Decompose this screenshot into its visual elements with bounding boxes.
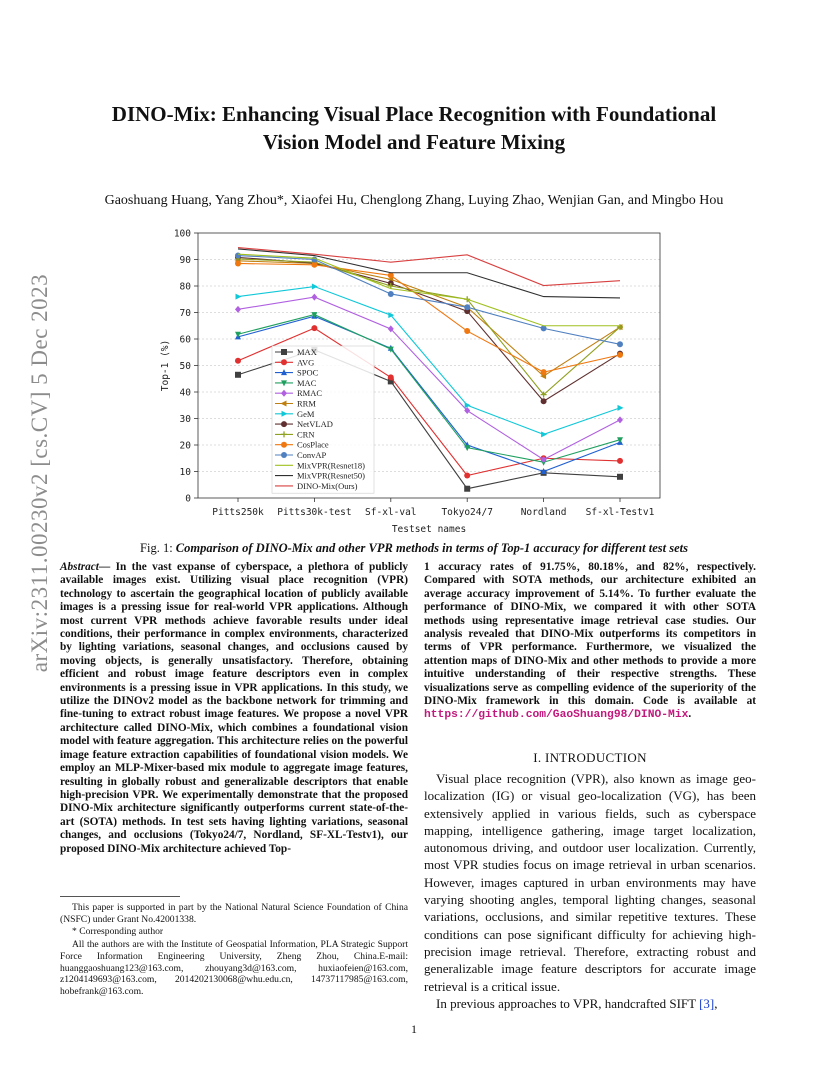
data-point [464, 304, 470, 310]
y-tick-label: 0 [185, 493, 191, 505]
footnotes [60, 902, 408, 999]
data-point [465, 402, 471, 408]
data-point [617, 341, 623, 347]
y-tick-label: 70 [179, 308, 191, 319]
chart-legend [272, 346, 374, 493]
legend-label: AVG [297, 357, 315, 368]
x-tick-label: Pitts250k [212, 507, 264, 518]
data-point [388, 312, 394, 318]
legend-label: DINO-Mix(Ours) [297, 480, 358, 491]
legend-label: SPOC [297, 367, 319, 378]
x-tick-label: Tokyo24/7 [441, 507, 493, 518]
data-point [617, 474, 623, 480]
y-tick-label: 20 [179, 440, 191, 452]
paper-title [60, 100, 768, 156]
data-point [235, 372, 241, 378]
introduction-body [424, 770, 756, 1012]
y-tick-label: 60 [179, 334, 191, 346]
series-mixvpr-resnet50- [238, 249, 620, 298]
introduction-paragraph-2 [424, 995, 756, 1012]
data-point [617, 458, 623, 464]
section-heading-introduction: I. INTRODUCTION [533, 750, 647, 765]
axes-layer [160, 229, 660, 536]
y-axis-label: Top-1 (%) [160, 339, 171, 392]
legend-label: CosPlace [297, 439, 329, 450]
legend-label: RRM [297, 398, 316, 409]
series-dino-mix-ours- [238, 248, 620, 286]
legend-label: MixVPR(Resnet18) [297, 460, 365, 471]
data-point [281, 421, 287, 427]
abstract-text-end: . [688, 708, 692, 721]
data-point [235, 253, 241, 259]
legend-label: NetVLAD [297, 419, 333, 430]
data-point [464, 486, 470, 492]
footnote-funding: This paper is supported in part by the National Natural Science Foundation of China (NSFC) under Grant No.42001338. [60, 902, 408, 925]
figure-1-chart [150, 225, 670, 540]
data-point [311, 262, 317, 268]
series-line [238, 249, 620, 298]
data-point [541, 398, 547, 404]
intro-p2-text: In previous approaches to VPR, handcrafted SIFT [436, 995, 700, 1011]
author-list: Gaoshuang Huang, Yang Zhou*, Xiaofei Hu, Chenglong Zhang, Luying Zhao, Wenjian Gan, and Mingbo Hou [104, 193, 724, 208]
data-point [464, 472, 470, 478]
x-tick-label: Pitts30k-test [277, 507, 352, 518]
x-tick-label: Sf-xl-Testv1 [585, 507, 655, 518]
series-line [238, 248, 620, 286]
title-line-2: Vision Model and Feature Mixing [262, 130, 566, 154]
data-point [464, 328, 470, 334]
y-tick-label: 90 [179, 255, 191, 266]
data-point [235, 260, 241, 266]
data-point [235, 358, 241, 364]
x-tick-label: Nordland [520, 507, 567, 518]
citation-link[interactable]: [3] [699, 995, 715, 1011]
figure-caption [60, 541, 768, 556]
x-axis-label: Testset names [391, 524, 467, 535]
title-line-1: DINO-Mix: Enhancing Visual Place Recognition with Foundational [111, 102, 717, 126]
abstract-column-left [60, 561, 408, 856]
data-point [618, 405, 624, 411]
data-point [311, 294, 317, 301]
data-point [311, 325, 317, 331]
y-tick-label: 100 [173, 228, 191, 240]
data-point [617, 352, 623, 358]
footnote-corresponding: * Corresponding author [72, 926, 164, 938]
data-point [541, 369, 547, 375]
code-url-link[interactable]: https://github.com/GaoShuang98/DINO-Mix [424, 709, 689, 722]
abstract-text-part2: 1 accuracy rates of 91.75%, 80.18%, and 82%, respectively. Compared with SOTA methods, our architecture exhibited an average accuracy improvement of 5.14%. To further evaluate the performance of DINO-Mix, we compared it with other SOTA methods using representative image retrieval case studies. Our analysis revealed that DINO-Mix outperforms its competitors in terms of VPR performance. Furthermore, we visualized the attention maps of DINO-Mix and other methods to provide a more intuitive understanding of their respective strengths. These visualizations serve as compelling evidence of the superiority of the DINO-Mix framework in this domain. Code is available at [424, 561, 756, 708]
abstract-heading: Abstract [60, 561, 99, 573]
legend-label: RMAC [297, 388, 323, 399]
x-tick-label: Sf-xl-val [365, 507, 417, 518]
figure-label: Fig. 1: [140, 541, 173, 555]
data-point [235, 306, 241, 313]
intro-p2-end: , [714, 995, 718, 1011]
y-tick-label: 10 [179, 467, 191, 478]
y-tick-label: 50 [179, 361, 191, 372]
data-point [281, 452, 287, 458]
data-point [281, 359, 287, 365]
abstract-column-right [424, 561, 756, 723]
data-point [388, 374, 394, 380]
footnote-divider [60, 896, 180, 897]
series-convap [235, 253, 623, 348]
data-point [388, 291, 394, 297]
figure-caption-text: Comparison of DINO-Mix and other VPR methods in terms of Top-1 accuracy for different test sets [175, 541, 688, 555]
data-point [312, 284, 318, 290]
arxiv-identifier: arXiv:2311.00230v2 [cs.CV] 5 Dec 2023 [27, 273, 52, 673]
legend-label: CRN [297, 429, 315, 440]
y-tick-label: 80 [179, 281, 191, 293]
legend-label: ConvAP [297, 450, 327, 460]
legend-label: MixVPR(Resnet50) [297, 470, 365, 481]
legend-label: GeM [297, 408, 315, 419]
y-tick-label: 40 [179, 387, 191, 399]
y-tick-label: 30 [179, 414, 191, 425]
data-point [236, 294, 242, 300]
line-chart [150, 225, 670, 540]
data-point [281, 442, 287, 448]
abstract-text-part1: — In the vast expanse of cyberspace, a plethora of publicly available images exist. Utilizing visual place recognition (VPR) technology to ascertain the geographical location of publicly available images is a pressing issue for real-world VPR applications. Although most current VPR methods achieve favorable results under ideal conditions, their performance in complex environments, characterized by lighting variations, seasonal changes, and occlusions caused by moving objects, is generally unsatisfactory. Therefore, obtaining efficient and robust image feature descriptors even in complex environments is a pressing issue in VPR applications. In this study, we utilize the DINOv2 model as the backbone network for trimming and fine-tuning to extract robust image features. We propose a novel VPR architecture called DINO-Mix, which combines a foundational vision model with feature aggregation. This architecture relies on the powerful image feature extraction capabilities of foundational vision models. We employ an MLP-Mixer-based mix module to aggregate image features, resulting in globally robust and generalizable descriptors that enable high-precision VPR. We experimentally demonstrate that the proposed DINO-Mix architecture significantly outperforms current state-of-the-art (SOTA) methods. In test sets having lighting variations, seasonal changes, and occlusions (Tokyo24/7, Nordland, SF-XL-Testv1), our proposed DINO-Mix architecture achieved Top- [60, 561, 408, 855]
data-point [541, 431, 547, 437]
introduction-paragraph-1: Visual place recognition (VPR), also known as image geo-localization (IG) or visual geo-localization (VG), has been extensively applied in various fields, such as cyberspace mapping, intelligence gathering, image target localization, autonomous driving, and outdoor user localization. Currently, most VPR studies focus on image retrieval in urban scenarios. However, images captured in urban environments may have varying shooting angles, temporal lighting changes, seasonal variations, occlusions, and similar repetitive textures. These conditions can pose significant difficulty for achieving high-precision image retrieval. Therefore, extracting robust and generalizable image feature descriptors for accurate image retrieval is a critical issue. [424, 771, 756, 994]
page-number: 1 [411, 1022, 417, 1036]
data-point [617, 416, 623, 423]
footnote-affiliation: All the authors are with the Institute of Geospatial Information, PLA Strategic Support Force Information Engineering University, Zheng Zhou, China.E-mail: huanggaoshuang123@163.com, zhouyang3d@163.com, huxiaofeien@163.com, z1204149693@163.com, 2014202130068@whu.edu.cn, 14737117985@163.com, hobefrank@163.com. [60, 939, 408, 997]
legend-label: MAC [297, 377, 317, 388]
legend-label: MAX [297, 347, 317, 357]
data-point [281, 349, 287, 355]
